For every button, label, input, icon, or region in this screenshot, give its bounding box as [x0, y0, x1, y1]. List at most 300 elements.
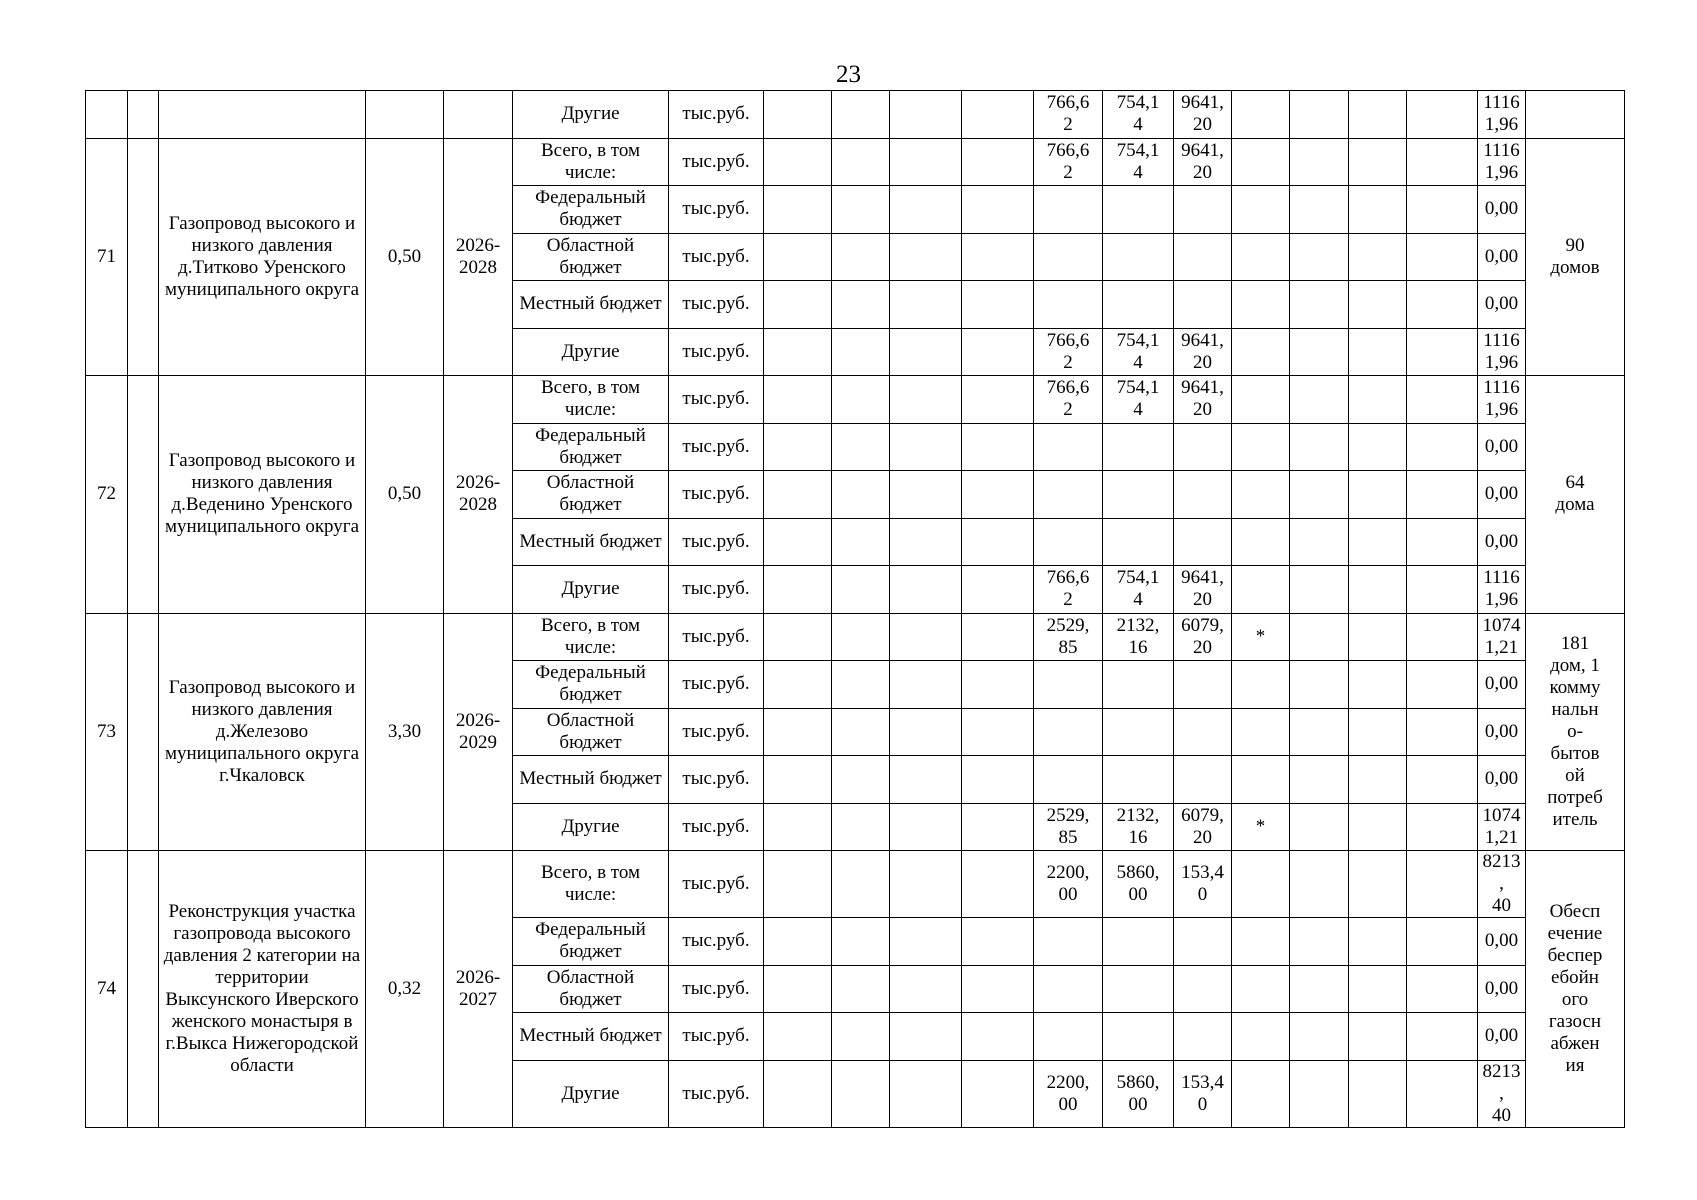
- result-cell: 64 дома: [1526, 376, 1625, 614]
- value-cell: *: [1232, 613, 1290, 661]
- total-cell: 0,00: [1478, 233, 1526, 281]
- empty-year-cell: [1349, 328, 1407, 376]
- unit-cell: тыс.руб.: [669, 803, 764, 851]
- empty-year-cell: [1290, 186, 1349, 234]
- project-name-cell: Газопровод высокого и низкого давления д.Веденино Уренского муниципального округа: [159, 376, 366, 614]
- value-cell: [1103, 965, 1174, 1013]
- empty-year-cell: [962, 613, 1034, 661]
- unit-cell: тыс.руб.: [669, 1060, 764, 1127]
- total-cell: 1116 1,96: [1478, 328, 1526, 376]
- empty-year-cell: [1407, 138, 1478, 186]
- empty-year-cell: [1349, 708, 1407, 756]
- empty-year-cell: [962, 518, 1034, 566]
- source-label-cell: Всего, в том числе:: [513, 851, 669, 918]
- empty-year-cell: [890, 756, 962, 804]
- value-cell: [1232, 1013, 1290, 1061]
- empty-year-cell: [962, 965, 1034, 1013]
- empty-year-cell: [832, 756, 890, 804]
- empty-year-cell: [962, 1060, 1034, 1127]
- value-cell: [1034, 661, 1103, 709]
- value-cell: [1103, 423, 1174, 471]
- page-number: 23: [836, 61, 861, 88]
- unit-cell: тыс.руб.: [669, 91, 764, 139]
- empty-year-cell: [1349, 138, 1407, 186]
- value-cell: [1103, 471, 1174, 519]
- empty-year-cell: [1290, 661, 1349, 709]
- empty-year-cell: [890, 518, 962, 566]
- value-cell: 9641, 20: [1174, 376, 1232, 424]
- empty-year-cell: [764, 803, 832, 851]
- empty-cell: [86, 91, 128, 139]
- empty-year-cell: [1407, 708, 1478, 756]
- empty-year-cell: [832, 138, 890, 186]
- value-cell: 2132, 16: [1103, 803, 1174, 851]
- years-cell: 2026- 2027: [444, 851, 513, 1128]
- value-cell: [1174, 186, 1232, 234]
- total-cell: 0,00: [1478, 423, 1526, 471]
- project-name-cell: Газопровод высокого и низкого давления д.Титково Уренского муниципального округа: [159, 138, 366, 376]
- source-label-cell: Другие: [513, 566, 669, 614]
- value-cell: 754,1 4: [1103, 566, 1174, 614]
- empty-year-cell: [962, 186, 1034, 234]
- empty-year-cell: [890, 138, 962, 186]
- value-cell: *: [1232, 803, 1290, 851]
- empty-year-cell: [832, 471, 890, 519]
- empty-year-cell: [962, 471, 1034, 519]
- empty-year-cell: [1407, 1013, 1478, 1061]
- empty-year-cell: [890, 186, 962, 234]
- empty-year-cell: [832, 803, 890, 851]
- value-cell: [1232, 566, 1290, 614]
- empty-year-cell: [890, 91, 962, 139]
- value-cell: [1174, 423, 1232, 471]
- value-cell: 766,6 2: [1034, 91, 1103, 139]
- value-cell: [1232, 423, 1290, 471]
- value-cell: [1103, 281, 1174, 329]
- empty-year-cell: [832, 566, 890, 614]
- empty-year-cell: [962, 281, 1034, 329]
- unit-cell: тыс.руб.: [669, 851, 764, 918]
- empty-year-cell: [764, 708, 832, 756]
- empty-year-cell: [832, 423, 890, 471]
- empty-year-cell: [1407, 661, 1478, 709]
- value-cell: [1034, 233, 1103, 281]
- value-cell: 754,1 4: [1103, 376, 1174, 424]
- unit-cell: тыс.руб.: [669, 138, 764, 186]
- empty-year-cell: [962, 328, 1034, 376]
- empty-year-cell: [1407, 518, 1478, 566]
- value-cell: 2529, 85: [1034, 613, 1103, 661]
- empty-year-cell: [1349, 471, 1407, 519]
- empty-year-cell: [962, 661, 1034, 709]
- empty-year-cell: [764, 566, 832, 614]
- empty-cell: [128, 376, 159, 614]
- result-cell: 181 дом, 1 комму нальн о- бытов ой потреб итель: [1526, 613, 1625, 851]
- total-cell: 1074 1,21: [1478, 613, 1526, 661]
- empty-year-cell: [1290, 423, 1349, 471]
- empty-year-cell: [764, 965, 832, 1013]
- project-name-cell: Газопровод высокого и низкого давления д.Железово муниципального округа г.Чкаловск: [159, 613, 366, 851]
- value-cell: [1174, 1013, 1232, 1061]
- empty-year-cell: [1349, 918, 1407, 966]
- empty-year-cell: [1290, 91, 1349, 139]
- empty-year-cell: [832, 1060, 890, 1127]
- empty-year-cell: [1349, 281, 1407, 329]
- empty-year-cell: [764, 1013, 832, 1061]
- value-cell: [1174, 471, 1232, 519]
- empty-year-cell: [1290, 918, 1349, 966]
- value-cell: [1232, 376, 1290, 424]
- empty-year-cell: [1290, 1060, 1349, 1127]
- total-cell: 0,00: [1478, 918, 1526, 966]
- empty-year-cell: [764, 186, 832, 234]
- value-cell: 6079, 20: [1174, 803, 1232, 851]
- empty-year-cell: [1290, 756, 1349, 804]
- empty-year-cell: [1349, 1013, 1407, 1061]
- table-row: [86, 91, 1625, 139]
- years-cell: 2026- 2028: [444, 138, 513, 376]
- empty-year-cell: [1290, 613, 1349, 661]
- empty-year-cell: [1290, 233, 1349, 281]
- years-cell: 2026- 2028: [444, 376, 513, 614]
- total-cell: 1116 1,96: [1478, 138, 1526, 186]
- empty-year-cell: [1407, 756, 1478, 804]
- value-cell: [1034, 281, 1103, 329]
- empty-year-cell: [890, 661, 962, 709]
- empty-year-cell: [1290, 138, 1349, 186]
- length-cell: 0,32: [366, 851, 444, 1128]
- gas-pipeline-budget-table: [85, 90, 1625, 1128]
- empty-year-cell: [1407, 918, 1478, 966]
- empty-year-cell: [890, 328, 962, 376]
- empty-year-cell: [764, 376, 832, 424]
- value-cell: 2529, 85: [1034, 803, 1103, 851]
- empty-year-cell: [1349, 965, 1407, 1013]
- value-cell: 2200, 00: [1034, 851, 1103, 918]
- value-cell: [1174, 756, 1232, 804]
- value-cell: 754,1 4: [1103, 138, 1174, 186]
- value-cell: 9641, 20: [1174, 328, 1232, 376]
- unit-cell: тыс.руб.: [669, 328, 764, 376]
- value-cell: [1034, 756, 1103, 804]
- empty-year-cell: [832, 91, 890, 139]
- unit-cell: тыс.руб.: [669, 376, 764, 424]
- unit-cell: тыс.руб.: [669, 613, 764, 661]
- source-label-cell: Другие: [513, 1060, 669, 1127]
- value-cell: 766,6 2: [1034, 376, 1103, 424]
- empty-year-cell: [832, 233, 890, 281]
- value-cell: [1232, 851, 1290, 918]
- source-label-cell: Всего, в том числе:: [513, 376, 669, 424]
- value-cell: 153,4 0: [1174, 1060, 1232, 1127]
- source-label-cell: Федеральный бюджет: [513, 423, 669, 471]
- empty-year-cell: [1290, 1013, 1349, 1061]
- empty-year-cell: [764, 138, 832, 186]
- value-cell: [1232, 756, 1290, 804]
- empty-year-cell: [1290, 965, 1349, 1013]
- value-cell: [1103, 186, 1174, 234]
- value-cell: [1103, 233, 1174, 281]
- value-cell: [1103, 1013, 1174, 1061]
- empty-year-cell: [962, 708, 1034, 756]
- unit-cell: тыс.руб.: [669, 518, 764, 566]
- empty-year-cell: [890, 423, 962, 471]
- unit-cell: тыс.руб.: [669, 918, 764, 966]
- empty-year-cell: [962, 851, 1034, 918]
- value-cell: [1174, 918, 1232, 966]
- total-cell: 0,00: [1478, 1013, 1526, 1061]
- empty-year-cell: [1407, 423, 1478, 471]
- empty-year-cell: [1349, 851, 1407, 918]
- total-cell: 8213, 40: [1478, 1060, 1526, 1127]
- empty-year-cell: [1290, 328, 1349, 376]
- value-cell: [1174, 661, 1232, 709]
- empty-cell: [366, 91, 444, 139]
- table-body: [86, 91, 1625, 1128]
- empty-year-cell: [1349, 803, 1407, 851]
- total-cell: 0,00: [1478, 661, 1526, 709]
- total-cell: 0,00: [1478, 756, 1526, 804]
- result-cell: [1526, 91, 1625, 139]
- table-row: [86, 851, 1625, 918]
- empty-year-cell: [764, 756, 832, 804]
- empty-year-cell: [962, 918, 1034, 966]
- unit-cell: тыс.руб.: [669, 186, 764, 234]
- project-name-cell: Реконструкция участка газопровода высокого давления 2 категории на территории Выксунского Иверского женского монастыря в г.Выкса Нижегородской области: [159, 851, 366, 1128]
- source-label-cell: Местный бюджет: [513, 281, 669, 329]
- empty-year-cell: [890, 233, 962, 281]
- value-cell: 766,6 2: [1034, 138, 1103, 186]
- value-cell: [1232, 918, 1290, 966]
- empty-year-cell: [1290, 851, 1349, 918]
- empty-year-cell: [1407, 186, 1478, 234]
- table-row: [86, 376, 1625, 424]
- value-cell: 2200, 00: [1034, 1060, 1103, 1127]
- empty-year-cell: [764, 518, 832, 566]
- empty-year-cell: [764, 851, 832, 918]
- empty-year-cell: [1349, 1060, 1407, 1127]
- unit-cell: тыс.руб.: [669, 708, 764, 756]
- value-cell: 9641, 20: [1174, 566, 1232, 614]
- value-cell: 153,4 0: [1174, 851, 1232, 918]
- value-cell: 9641, 20: [1174, 91, 1232, 139]
- empty-year-cell: [1407, 613, 1478, 661]
- source-label-cell: Всего, в том числе:: [513, 138, 669, 186]
- total-cell: 0,00: [1478, 708, 1526, 756]
- empty-year-cell: [1407, 328, 1478, 376]
- length-cell: 0,50: [366, 138, 444, 376]
- empty-year-cell: [764, 471, 832, 519]
- empty-year-cell: [1290, 518, 1349, 566]
- total-cell: 0,00: [1478, 965, 1526, 1013]
- value-cell: [1232, 518, 1290, 566]
- value-cell: [1174, 518, 1232, 566]
- empty-year-cell: [764, 1060, 832, 1127]
- project-number-cell: 73: [86, 613, 128, 851]
- source-label-cell: Федеральный бюджет: [513, 186, 669, 234]
- project-number-cell: 71: [86, 138, 128, 376]
- value-cell: [1232, 91, 1290, 139]
- empty-cell: [128, 138, 159, 376]
- empty-year-cell: [890, 281, 962, 329]
- total-cell: 1116 1,96: [1478, 566, 1526, 614]
- empty-year-cell: [764, 233, 832, 281]
- value-cell: [1232, 965, 1290, 1013]
- empty-cell: [159, 91, 366, 139]
- value-cell: [1034, 423, 1103, 471]
- empty-year-cell: [832, 851, 890, 918]
- value-cell: [1174, 708, 1232, 756]
- result-cell: Обесп ечение беспер ебойн ого газосн абжен ия: [1526, 851, 1625, 1128]
- source-label-cell: Другие: [513, 803, 669, 851]
- value-cell: [1232, 186, 1290, 234]
- empty-year-cell: [890, 1013, 962, 1061]
- value-cell: [1034, 1013, 1103, 1061]
- table-row: [86, 138, 1625, 186]
- empty-year-cell: [764, 423, 832, 471]
- value-cell: [1103, 756, 1174, 804]
- source-label-cell: Местный бюджет: [513, 1013, 669, 1061]
- source-label-cell: Областной бюджет: [513, 233, 669, 281]
- empty-year-cell: [1407, 566, 1478, 614]
- value-cell: 9641, 20: [1174, 138, 1232, 186]
- length-cell: 0,50: [366, 376, 444, 614]
- empty-year-cell: [962, 803, 1034, 851]
- unit-cell: тыс.руб.: [669, 661, 764, 709]
- value-cell: [1174, 233, 1232, 281]
- unit-cell: тыс.руб.: [669, 965, 764, 1013]
- empty-year-cell: [1407, 376, 1478, 424]
- total-cell: 1074 1,21: [1478, 803, 1526, 851]
- value-cell: [1103, 661, 1174, 709]
- empty-year-cell: [764, 918, 832, 966]
- empty-year-cell: [1349, 376, 1407, 424]
- value-cell: 754,1 4: [1103, 328, 1174, 376]
- unit-cell: тыс.руб.: [669, 566, 764, 614]
- empty-year-cell: [962, 233, 1034, 281]
- value-cell: [1232, 281, 1290, 329]
- source-label-cell: Федеральный бюджет: [513, 918, 669, 966]
- source-label-cell: Местный бюджет: [513, 756, 669, 804]
- unit-cell: тыс.руб.: [669, 423, 764, 471]
- empty-year-cell: [962, 138, 1034, 186]
- empty-year-cell: [764, 661, 832, 709]
- value-cell: [1232, 1060, 1290, 1127]
- source-label-cell: Всего, в том числе:: [513, 613, 669, 661]
- empty-year-cell: [1290, 376, 1349, 424]
- empty-year-cell: [832, 186, 890, 234]
- empty-year-cell: [1407, 471, 1478, 519]
- source-label-cell: Другие: [513, 328, 669, 376]
- years-cell: 2026- 2029: [444, 613, 513, 851]
- empty-year-cell: [764, 328, 832, 376]
- unit-cell: тыс.руб.: [669, 233, 764, 281]
- value-cell: [1103, 518, 1174, 566]
- empty-year-cell: [832, 661, 890, 709]
- value-cell: [1232, 328, 1290, 376]
- empty-year-cell: [962, 376, 1034, 424]
- empty-year-cell: [1290, 708, 1349, 756]
- empty-year-cell: [1349, 566, 1407, 614]
- total-cell: 1116 1,96: [1478, 91, 1526, 139]
- empty-year-cell: [962, 756, 1034, 804]
- empty-cell: [128, 91, 159, 139]
- empty-year-cell: [890, 965, 962, 1013]
- empty-year-cell: [962, 91, 1034, 139]
- project-number-cell: 74: [86, 851, 128, 1128]
- empty-year-cell: [890, 1060, 962, 1127]
- empty-cell: [128, 613, 159, 851]
- value-cell: [1034, 918, 1103, 966]
- empty-year-cell: [1407, 803, 1478, 851]
- empty-year-cell: [962, 1013, 1034, 1061]
- value-cell: [1232, 661, 1290, 709]
- value-cell: 766,6 2: [1034, 566, 1103, 614]
- empty-year-cell: [1407, 965, 1478, 1013]
- value-cell: [1034, 471, 1103, 519]
- source-label-cell: Другие: [513, 91, 669, 139]
- total-cell: 0,00: [1478, 281, 1526, 329]
- empty-year-cell: [832, 965, 890, 1013]
- empty-year-cell: [1290, 566, 1349, 614]
- empty-year-cell: [832, 328, 890, 376]
- empty-year-cell: [962, 423, 1034, 471]
- empty-year-cell: [832, 376, 890, 424]
- source-label-cell: Местный бюджет: [513, 518, 669, 566]
- value-cell: [1232, 138, 1290, 186]
- empty-year-cell: [1290, 281, 1349, 329]
- table-row: [86, 613, 1625, 661]
- empty-year-cell: [890, 471, 962, 519]
- total-cell: 1116 1,96: [1478, 376, 1526, 424]
- project-number-cell: 72: [86, 376, 128, 614]
- empty-year-cell: [1407, 91, 1478, 139]
- value-cell: [1034, 518, 1103, 566]
- value-cell: 5860, 00: [1103, 1060, 1174, 1127]
- empty-year-cell: [1349, 613, 1407, 661]
- empty-year-cell: [1290, 471, 1349, 519]
- empty-year-cell: [1407, 851, 1478, 918]
- empty-year-cell: [832, 613, 890, 661]
- value-cell: [1232, 471, 1290, 519]
- empty-year-cell: [1349, 661, 1407, 709]
- empty-year-cell: [832, 918, 890, 966]
- empty-year-cell: [1349, 186, 1407, 234]
- empty-year-cell: [890, 918, 962, 966]
- length-cell: 3,30: [366, 613, 444, 851]
- value-cell: [1232, 233, 1290, 281]
- empty-year-cell: [1290, 803, 1349, 851]
- total-cell: 0,00: [1478, 518, 1526, 566]
- unit-cell: тыс.руб.: [669, 281, 764, 329]
- empty-year-cell: [1349, 518, 1407, 566]
- empty-year-cell: [890, 376, 962, 424]
- empty-year-cell: [832, 281, 890, 329]
- empty-cell: [128, 851, 159, 1128]
- empty-year-cell: [890, 803, 962, 851]
- empty-year-cell: [1349, 91, 1407, 139]
- unit-cell: тыс.руб.: [669, 756, 764, 804]
- value-cell: 766,6 2: [1034, 328, 1103, 376]
- total-cell: 0,00: [1478, 471, 1526, 519]
- empty-year-cell: [832, 1013, 890, 1061]
- empty-year-cell: [764, 91, 832, 139]
- value-cell: 6079, 20: [1174, 613, 1232, 661]
- empty-year-cell: [1349, 756, 1407, 804]
- empty-year-cell: [890, 851, 962, 918]
- source-label-cell: Областной бюджет: [513, 471, 669, 519]
- value-cell: 2132, 16: [1103, 613, 1174, 661]
